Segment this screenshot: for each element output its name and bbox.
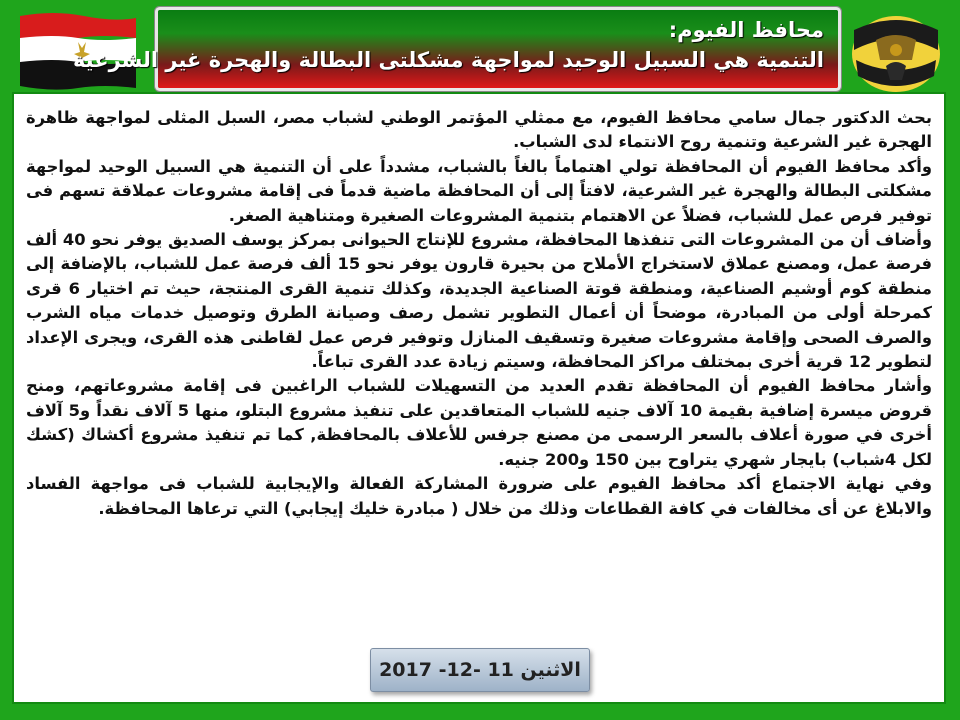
paragraph-4: وأشار محافظ الفيوم أن المحافظة تقدم العديد من التسهيلات للشباب الراغبين فى إقامة مشروعاتهم، ومنح قروض ميسرة إضافية بقيمة 10 آلاف جنيه للشباب المتعاقدين على تنفيذ مشروع البتلو، منها 5 آلاف نقداً و5 آلاف أخرى في صورة أعلاف بالسعر الرسمى من مصنع جرفس للأعلاف بالمحافظة, كما تم تنفيذ مشروع أكشاك (كشك لكل 4شباب) بايجار شهري يتراوح بين 150 و200 جنيه. <box>26 376 932 469</box>
paragraph-5: وفي نهاية الاجتماع أكد محافظ الفيوم على ضرورة المشاركة الفعالة والإيجابية للشباب فى مواجهة الفساد والابلاغ عن أى مخالفات في كافة القطاعات وذلك من خلال ( مبادرة خليك إيجابي) التي ترعاها المحافظة. <box>26 474 932 518</box>
header-banner <box>72 10 838 88</box>
paragraph-3: وأضاف أن من المشروعات التى تنفذها المحافظة، مشروع للإنتاج الحيوانى بمركز يوسف الصديق يوفر نحو 40 ألف فرصة عمل، ومصنع عملاق لاستخراج الأملاح من بحيرة قارون يوفر نحو 15 ألف فرصة عمل للشباب، بالإضافة إلى منطقة كوم أوشيم الصناعية، ومنطقة قوتة الصناعية الجديدة، وكذلك تنمية القرى المنتجة، حيث تم اختيار 6 قرى كمرحلة أولى من المبادرة، موضحاً أن أعمال التطوير تشمل رصف وصيانة الطرق وتوصيل خدمات مياه الشرب والصرف الصحى وإقامة مشروعات صغيرة وتسقيف المنازل وتوفير فرص عمل لقاطنى هذه القرى، ويجرى الإعداد لتطوير 12 قرية أخرى بمختلف مراكز المحافظة، وسيتم زيادة عدد القرى تباعاً. <box>26 230 932 372</box>
paragraph-2: وأكد محافظ الفيوم أن المحافظة تولي اهتماماً بالغاً بالشباب، مشدداً على أن التنمية هي السبيل الوحيد لمواجهة مشكلتى البطالة والهجرة غير الشرعية، لافتاً إلى أن المحافظة ماضية قدماً فى إقامة مشروعات عملاقة تسهم فى توفير فرص عمل للشباب، فضلاً عن الاهتمام بتنمية المشروعات الصغيرة ومتناهية الصغر. <box>26 156 932 225</box>
header-title: التنمية هي السبيل الوحيد لمواجهة مشكلتى البطالة والهجرة غير الشرعية <box>72 48 824 72</box>
paragraph-1: بحث الدكتور جمال سامي محافظ الفيوم، مع ممثلي المؤتمر الوطني لشباب مصر، السبل المثلى لمواجهة ظاهرة الهجرة غير الشرعية وتنمية روح الانتماء لدى الشباب. <box>26 108 932 152</box>
fayoum-governorate-emblem-icon <box>846 10 946 94</box>
header-kicker: محافظ الفيوم: <box>668 18 824 42</box>
article-body <box>26 106 932 606</box>
date-label: الاثنين 11 -12- 2017 <box>370 648 590 692</box>
